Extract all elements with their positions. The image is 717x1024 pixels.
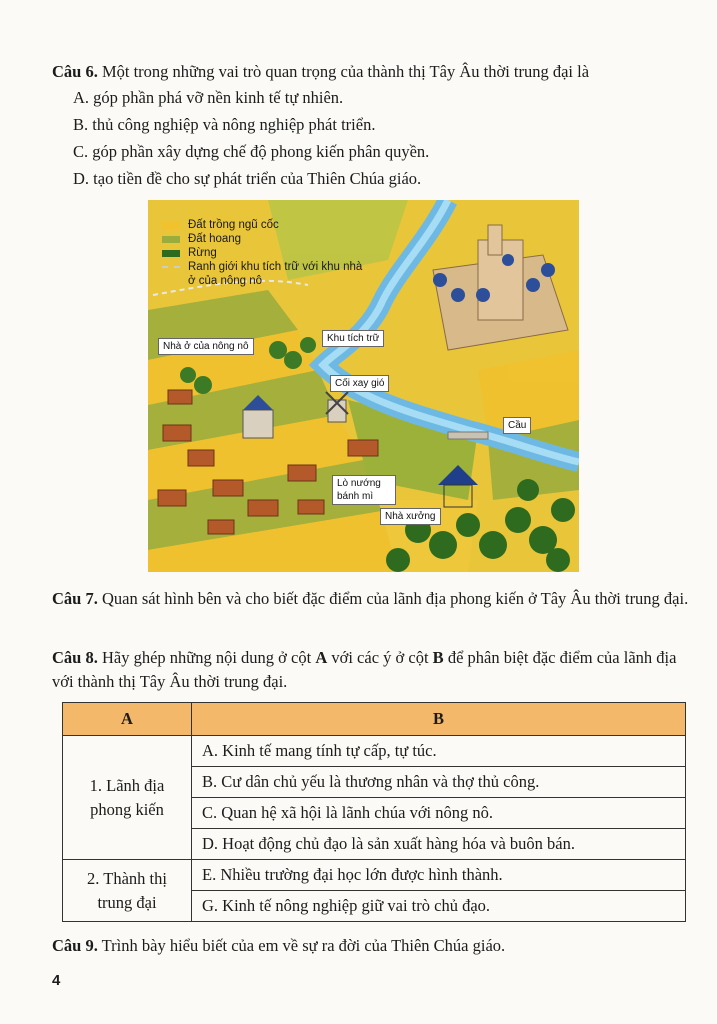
- table-row: [63, 736, 686, 767]
- item-b-e: E. Nhiều trường đại học lớn được hình thành.: [192, 860, 686, 891]
- question-6-label: Câu 6.: [52, 62, 98, 81]
- legend-item-boundary: [162, 260, 368, 288]
- question-6-option-d: D. tạo tiền đề cho sự phát triển của Thiên Chúa giáo.: [73, 169, 422, 188]
- label-serf-houses: Nhà ở của nông nô: [158, 338, 254, 355]
- label-workshop: Nhà xưởng: [380, 508, 441, 525]
- table-header-row: [63, 703, 686, 736]
- question-6-text: Một trong những vai trò quan trọng của thành thị Tây Âu thời trung đại là: [97, 62, 590, 81]
- legend-label: Ranh giới khu tích trữ với khu nhà ở của nông nô: [188, 261, 363, 287]
- manor-illustration: [148, 200, 579, 572]
- question-8-label: Câu 8.: [52, 648, 98, 667]
- question-9-label: Câu 9.: [52, 936, 98, 955]
- legend-label: Đất trồng ngũ cốc: [188, 219, 279, 231]
- question-7: [52, 587, 692, 611]
- boundary-line-icon: [162, 266, 180, 268]
- question-7-label: Câu 7.: [52, 589, 98, 608]
- question-6-option-b: B. thủ công nghiệp và nông nghiệp phát triển.: [73, 115, 376, 134]
- question-9: [52, 934, 692, 958]
- question-8-text: Hãy ghép những nội dung ở cột: [97, 648, 316, 667]
- question-8-text: để phân biệt đặc điểm của lãnh địa với thành thị Tây Âu thời trung đại.: [52, 648, 677, 691]
- label-bakery: Lò nướng bánh mì: [332, 475, 396, 505]
- item-b-b: B. Cư dân chủ yếu là thương nhân và thợ thủ công.: [192, 767, 686, 798]
- forest-swatch-icon: [162, 250, 180, 257]
- wasteland-swatch-icon: [162, 236, 180, 243]
- column-a-ref: A: [315, 648, 328, 667]
- question-6: [52, 60, 692, 84]
- grain-swatch-icon: [162, 222, 180, 229]
- matching-table: [62, 702, 686, 922]
- item-b-a: A. Kinh tế mang tính tự cấp, tự túc.: [192, 736, 686, 767]
- question-6-option-c: C. góp phần xây dựng chế độ phong kiến phân quyền.: [73, 142, 430, 161]
- item-a2: [63, 860, 192, 922]
- label-windmill: Cối xay gió: [330, 375, 389, 392]
- item-a1: [63, 736, 192, 860]
- item-b-c: C. Quan hệ xã hội là lãnh chúa với nông nô.: [192, 798, 686, 829]
- question-8: [52, 646, 692, 694]
- table-row: [63, 860, 686, 891]
- item-b-d: D. Hoạt động chủ đạo là sản xuất hàng hóa và buôn bán.: [192, 829, 686, 860]
- question-7-text: Quan sát hình bên và cho biết đặc điểm của lãnh địa phong kiến ở Tây Âu thời trung đại.: [97, 589, 689, 608]
- question-8-text: với các ý ở cột: [327, 648, 433, 667]
- legend-item-grain: [162, 218, 368, 232]
- item-a1-text: 1. Lãnh địa phong kiến: [89, 775, 165, 819]
- column-b-header: B: [192, 703, 686, 736]
- label-bridge: Cầu: [503, 417, 531, 434]
- legend-item-forest: [162, 246, 368, 260]
- column-b-ref: B: [432, 648, 444, 667]
- column-a-header: A: [63, 703, 192, 736]
- question-9-text: Trình bày hiểu biết của em về sự ra đời của Thiên Chúa giáo.: [97, 936, 506, 955]
- legend-label: Rừng: [188, 247, 217, 259]
- map-legend: [162, 218, 368, 288]
- label-storage: Khu tích trữ: [322, 330, 384, 347]
- legend-label: Đất hoang: [188, 233, 242, 245]
- question-6-option-a: A. góp phần phá vỡ nền kinh tế tự nhiên.: [73, 88, 344, 107]
- item-b-g: G. Kinh tế nông nghiệp giữ vai trò chủ đạo.: [192, 891, 686, 922]
- legend-item-wasteland: [162, 232, 368, 246]
- item-a2-text: 2. Thành thị trung đại: [87, 868, 167, 912]
- page-number: 4: [52, 972, 61, 989]
